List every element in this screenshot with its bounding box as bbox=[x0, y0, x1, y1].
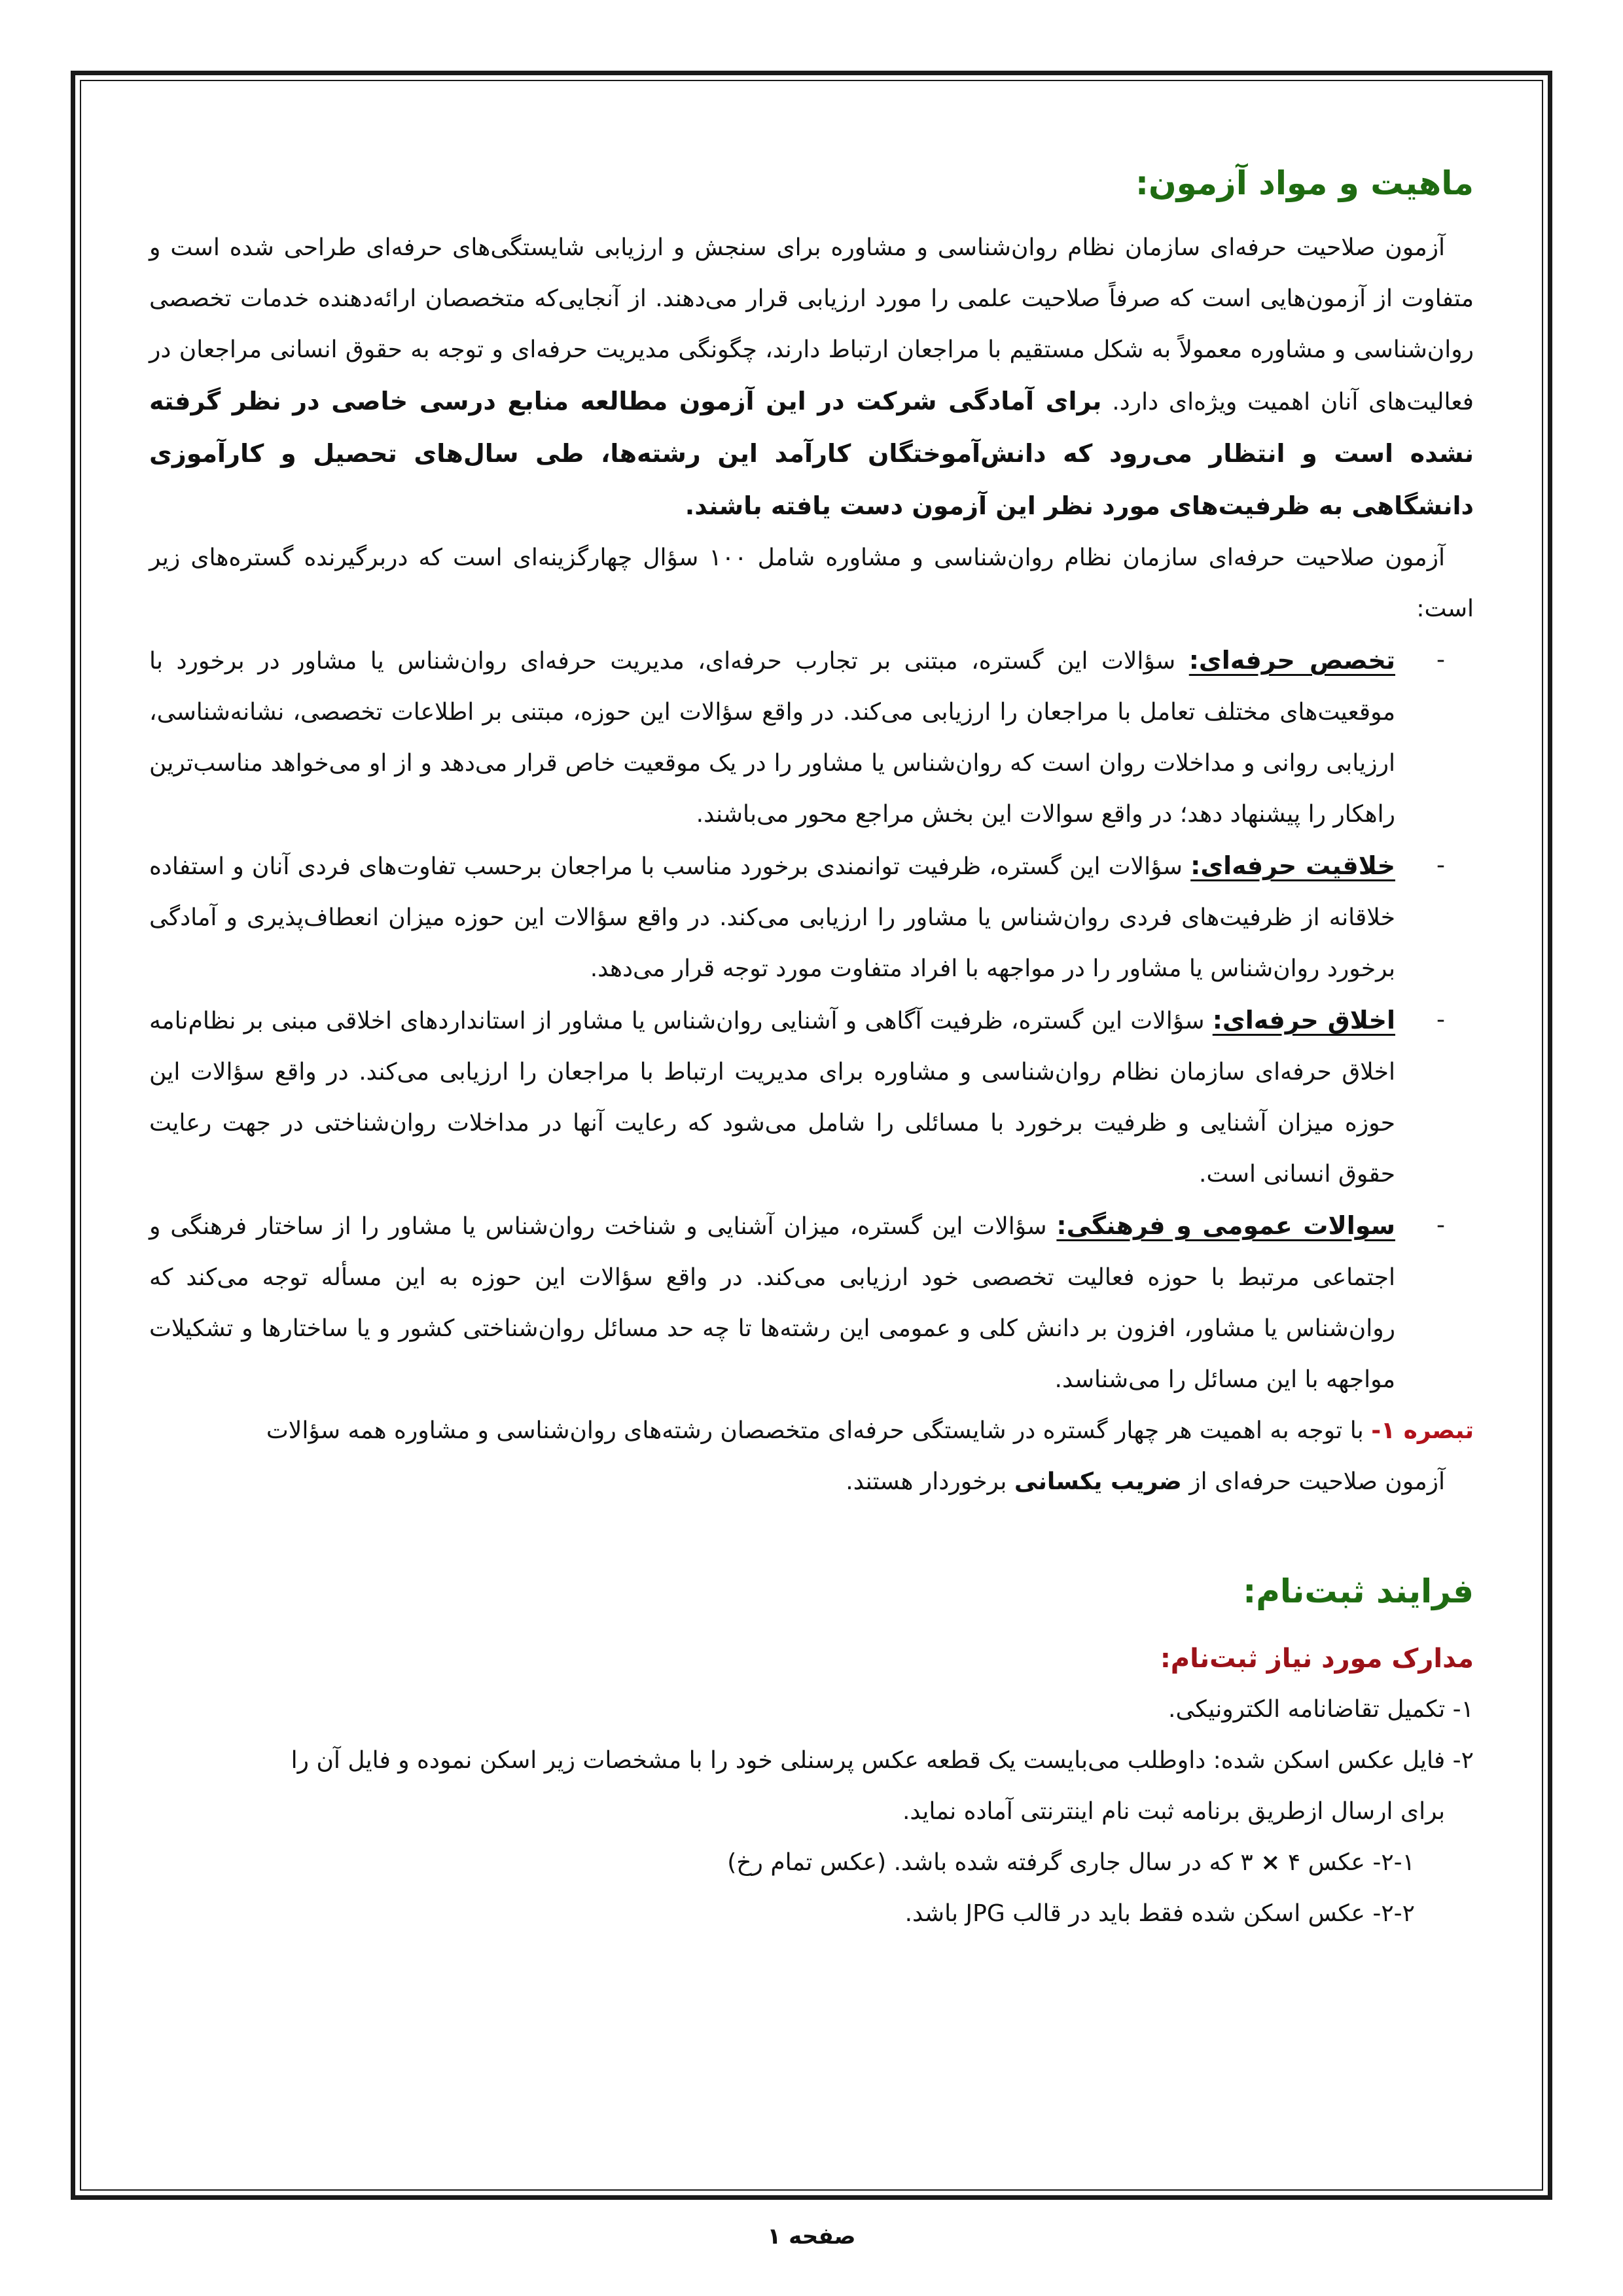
list-item-professional-creativity bbox=[149, 840, 1474, 995]
area-term: سوالات عمومی و فرهنگی: bbox=[1056, 1211, 1395, 1240]
document-body bbox=[149, 157, 1474, 1939]
area-description: سؤالات این گستره، مبتنی بر تجارب حرفه‌ای، مدیریت حرفه‌ای روان‌شناس یا مشاور در برخورد با موقعیت‌های مختلف تعامل با مراجعان را ارزیابی می‌کند. در واقع سؤالات این حوزه، مبتنی بر اطلاعات تخصصی، نشانه‌شناسی، ارزیابی روانی و مداخلات روان است که روان‌شناس یا مشاور را در یک موقعیت خاص قرار می‌دهد و از او می‌خواهد مناسب‌ترین راهکار را پیشنهاد دهد؛ در واقع سوالات این بخش مراجع محور می‌باشند. bbox=[149, 648, 1395, 828]
req-subitem-2-1 bbox=[149, 1837, 1474, 1888]
intro-text: آزمون صلاحیت حرفه‌ای سازمان نظام روان‌شناسی و مشاوره برای سنجش و ارزیابی شایستگی‌های حرفه‌ای طراحی شده است و متفاوت از آزمون‌هایی است که صرفاً صلاحیت علمی را مورد ارزیابی قرار می‌دهند. از آنجایی‌که متخصصان ارائه‌دهنده خدمات تخصصی روان‌شناسی و مشاوره معمولاً به شکل مستقیم با مراجعان ارتباط دارند، چگونگی مدیریت حرفه‌ای و توجه به حقوق انسانی مراجعان در فعالیت‌های آنان اهمیت ویژه‌ای دارد. bbox=[149, 234, 1474, 415]
subitem-text-b: ۳ که در سال جاری گرفته شده باشد. (عکس تمام رخ) bbox=[727, 1849, 1253, 1876]
req-subitem-2-2: ۲-۲- عکس اسکن شده فقط باید در قالب JPG باشد. bbox=[904, 1900, 1415, 1927]
req-item-2: ۲- فایل عکس اسکن شده: داوطلب می‌بایست یک قطعه عکس پرسنلی خود را با مشخصات زیر اسکن نموده و فایل آن را bbox=[291, 1747, 1474, 1774]
note-label: تبصره ۱- bbox=[1371, 1417, 1474, 1444]
req-item-2-cont: برای ارسال ازطریق برنامه ثبت نام اینترنتی آماده نماید. bbox=[902, 1798, 1445, 1825]
area-description: سؤالات این گستره، ظرفیت توانمندی برخورد مناسب با مراجعان برحسب تفاوت‌های فردی آنان و استفاده خلاقانه از ظرفیت‌های فردی روان‌شناس یا مشاور را ارزیابی می‌کند. در واقع سؤالات این حوزه میزان انعطاف‌پذیری و آمادگی برخورد روان‌شناس یا مشاور را در مواجهه با افراد متفاوت مورد توجه قرار می‌دهد. bbox=[149, 853, 1395, 982]
page-footer bbox=[0, 2223, 1623, 2250]
dash-bullet: - bbox=[1436, 1212, 1445, 1239]
section-title-exam-nature: ماهیت و مواد آزمون: bbox=[1135, 164, 1474, 202]
list-item-general-cultural bbox=[149, 1200, 1474, 1405]
dash-bullet: - bbox=[1436, 1006, 1445, 1033]
area-term: اخلاق حرفه‌ای: bbox=[1212, 1006, 1395, 1034]
req-item-1: ۱- تکمیل تقاضانامه الکترونیکی. bbox=[1168, 1696, 1474, 1723]
times-sign: × bbox=[1260, 1849, 1281, 1876]
exam-structure-paragraph: آزمون صلاحیت حرفه‌ای سازمان نظام روان‌شناسی و مشاوره شامل ۱۰۰ سؤال چهارگزینه‌ای است که دربرگیرنده گستره‌های زیر است: bbox=[149, 544, 1474, 622]
area-term: خلاقیت حرفه‌ای: bbox=[1190, 851, 1395, 880]
note-text-after: برخوردار هستند. bbox=[846, 1468, 1007, 1495]
dash-bullet: - bbox=[1436, 646, 1445, 673]
list-item-professional-expertise bbox=[149, 635, 1474, 840]
page-number: ۱ bbox=[767, 2223, 781, 2250]
page-label: صفحه bbox=[789, 2223, 856, 2250]
list-item-professional-ethics bbox=[149, 995, 1474, 1200]
subitem-text-a: ۲-۱- عکس ۴ bbox=[1287, 1849, 1415, 1876]
exam-areas-list bbox=[149, 635, 1474, 1405]
section-title-registration: فرایند ثبت‌نام: bbox=[1243, 1572, 1474, 1610]
intro-bold-text: برای آمادگی شرکت در این آزمون مطالعه منابع درسی خاصی در نظر گرفته نشده است و انتظار می‌رود که دانش‌آموختگان کارآمد این رشته‌ها، طی سال‌های تحصیل و کارآموزی دانشگاهی به ظرفیت‌های مورد نظر این آزمون دست یافته باشند. bbox=[149, 387, 1474, 520]
note-text-cont: آزمون صلاحیت حرفه‌ای از bbox=[1189, 1468, 1445, 1495]
dash-bullet: - bbox=[1436, 852, 1445, 879]
note-bold-term: ضریب یکسانی bbox=[1014, 1468, 1182, 1495]
note-continuation bbox=[149, 1457, 1474, 1508]
area-description: سؤالات این گستره، ظرفیت آگاهی و آشنایی روان‌شناس یا مشاور از استانداردهای اخلاقی مبنی بر نظام‌نامه اخلاق حرفه‌ای سازمان نظام روان‌شناسی و مشاوره برای مدیریت ارتباط با مراجعان را ارزیابی می‌کند. در واقع سؤالات این حوزه میزان آشنایی و ظرفیت برخورد با مسائلی را شامل می‌شود که رعایت آنها در مداخلات روان‌شناختی در جهت رعایت حقوق انسانی است. bbox=[149, 1008, 1395, 1188]
note-text: با توجه به اهمیت هر چهار گستره در شایستگی حرفه‌ای متخصصان رشته‌های روان‌شناسی و مشاوره همه سؤالات bbox=[266, 1417, 1364, 1444]
area-term: تخصص حرفه‌ای: bbox=[1188, 646, 1395, 675]
note-paragraph bbox=[149, 1405, 1474, 1457]
area-description: سؤالات این گستره، میزان آشنایی و شناخت روان‌شناس یا مشاور را از ساختار فرهنگی و اجتماعی مرتبط با حوزه فعالیت تخصصی خود ارزیابی می‌کند. در واقع سؤالات این حوزه به این مسأله توجه می‌کند که روان‌شناس یا مشاور، افزون بر دانش کلی و عمومی این رشته‌ها تا چه حد مسائل روان‌شناختی کشور و یا ساختارها و تشکیلات مواجهه با این مسائل را می‌شناسد. bbox=[149, 1213, 1395, 1393]
required-docs-title: مدارک مورد نیاز ثبت‌نام: bbox=[1160, 1644, 1474, 1674]
intro-paragraph bbox=[149, 222, 1474, 533]
